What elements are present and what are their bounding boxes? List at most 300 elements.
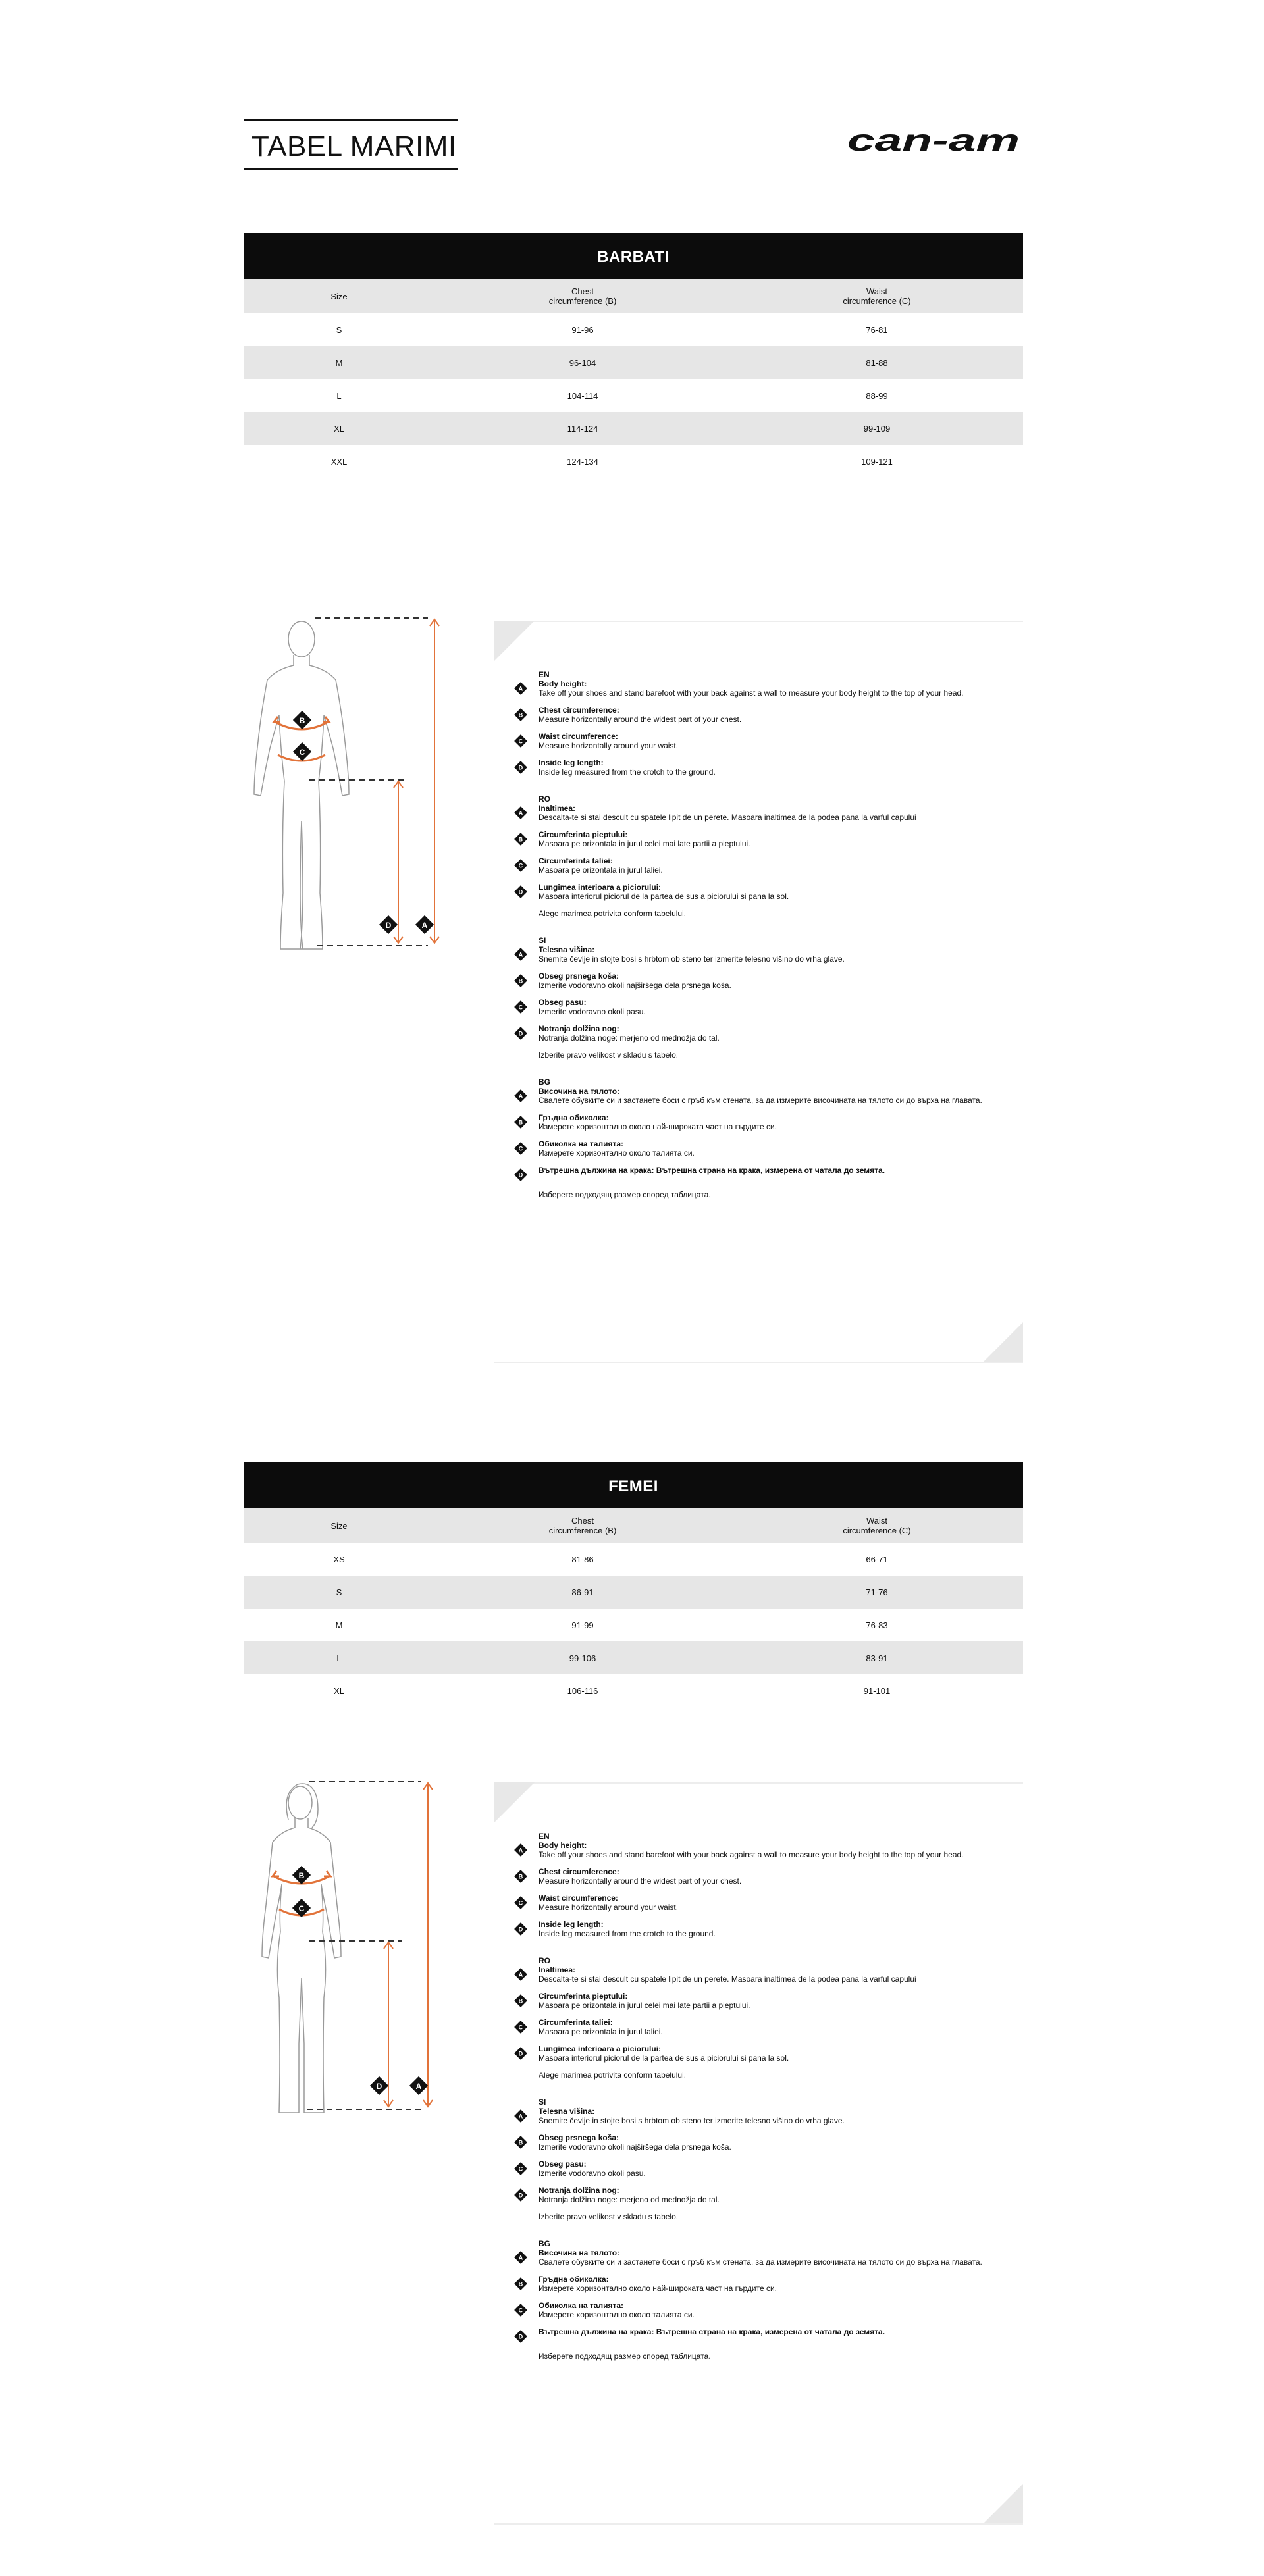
panel-corner-decoration [494,621,535,661]
language-block [514,794,1023,918]
panel-corner-decoration [984,2484,1023,2523]
measure-letter: C [518,1145,523,1152]
measurement-item [514,1893,1023,1912]
measurement-text [539,2327,885,2336]
language-code: RO [539,1956,550,1965]
figure-badge-label: B [299,716,305,725]
measure-letter: C [518,2024,523,2031]
language-code: BG [539,1077,550,1087]
page-title: TABEL MARIMI [251,130,457,163]
table-cell: 104-114 [567,390,598,401]
measure-letter: D [518,2333,523,2340]
figure-badge-b [293,711,311,729]
language-code: SI [539,936,546,945]
table-cell: 91-99 [571,1620,594,1630]
measurement-item [514,1113,1023,1131]
measurement-description: Свалете обувките си и застанете боси с гръб към стената, за да измерите височината на тялото си до върха на главата. [539,1096,982,1105]
measurement-item [514,2186,1023,2204]
table-cell: 96-104 [569,357,596,368]
measurement-title: Гръдна обиколка: [539,1113,609,1122]
measurement-title: Obseg prsnega koša: [539,2133,619,2142]
measurement-description: Свалете обувките си и застанете боси с гръб към стената, за да измерите височината на тялото си до върха на главата. [539,2257,982,2267]
measurement-item [514,1024,1023,1043]
measurement-title: Chest circumference: [539,1867,619,1876]
size-advice-note: Alege marimea potrivita conform tabelului. [539,909,687,918]
measure-letter-icon [514,885,528,899]
table-cell: 81-88 [866,357,888,368]
measurement-text [539,856,663,875]
measure-letter: B [518,1873,523,1880]
table-row [244,412,1023,445]
table-row [244,445,1023,478]
measurement-title: Circumferinta pieptului: [539,830,628,839]
table-cell: 86-91 [571,1587,594,1597]
figure-badge-label: B [298,1871,305,1880]
table-header-cell: Size [330,1520,348,1531]
measurement-item [514,758,1023,777]
table-row [244,1543,1023,1576]
table-cell: 91-101 [863,1686,891,1696]
measure-letter-icon [514,2329,528,2344]
measurement-title: Notranja dolžina nog: [539,1024,619,1033]
measure-letter-icon [514,858,528,873]
measurement-title: Circumferinta taliei: [539,2018,613,2027]
table-cell: 124-134 [567,456,598,467]
measurement-text [539,2186,720,2204]
measurement-description: Masoara pe orizontala in jurul taliei. [539,865,663,875]
measure-letter: A [518,1093,523,1100]
figure-badge-label: D [385,921,392,930]
measurement-title: Waist circumference: [539,1893,618,1903]
table-cell: 83-91 [866,1653,888,1663]
measurement-text [539,2301,695,2319]
panel-corner-decoration [494,1782,535,1823]
measure-letter-icon [514,760,528,775]
measurement-item [514,732,1023,750]
measure-letter-icon [514,2277,528,2291]
men-instructions [514,670,1023,1217]
measurement-title: Вътрешна дължина на крака: Вътрешна страна на крака, измерена от чатала до земята. [539,2327,885,2336]
measure-letter-icon [514,1026,528,1041]
measure-letter-icon [514,1000,528,1014]
measurement-text [539,1113,777,1131]
table-cell: XS [333,1554,345,1564]
measurement-text [539,2018,663,2036]
measurement-description: Izmerite vodoravno okoli najširšega dela prsnega koša. [539,981,731,990]
measure-letter: D [518,889,523,896]
measure-letter-icon [514,734,528,748]
table-cell: L [336,1653,342,1663]
measure-letter: C [518,2165,523,2173]
measure-letter: C [518,2307,523,2314]
measurement-text [539,1139,695,1158]
measure-letter-icon [514,1994,528,2008]
measurement-text [539,2133,731,2151]
men-table-title: BARBATI [244,233,1023,279]
measurement-title: Lungimea interioara a piciorului: [539,883,662,892]
measurement-item [514,804,1023,822]
measurement-item [514,1992,1023,2010]
measurement-text [539,1893,678,1912]
measurement-item [514,2248,1023,2267]
measurement-text [539,945,845,964]
table-cell: L [336,390,342,401]
size-advice-note: Изберете подходящ размер според таблицата. [539,2352,711,2361]
measure-letter: B [518,1997,523,2005]
measurement-text [539,998,646,1016]
measurement-item [514,2107,1023,2125]
table-cell: 71-76 [866,1587,888,1597]
measure-letter-icon [514,2303,528,2317]
measurement-text [539,679,964,698]
women-measurement-diagram [244,1780,454,2136]
figure-badge-d [379,915,398,934]
measurement-description: Measure horizontally around your waist. [539,741,679,750]
measure-letter-icon [514,2135,528,2150]
table-row [244,313,1023,346]
measurement-title: Inside leg length: [539,1920,604,1929]
measurement-title: Body height: [539,1841,587,1850]
table-cell: 109-121 [861,456,893,467]
measure-letter-icon [514,1967,528,1982]
panel-corner-decoration [984,1322,1023,1362]
measurement-title: Chest circumference: [539,706,619,715]
measurement-text [539,1992,750,2010]
page-title-box [244,119,458,170]
measure-letter: B [518,711,523,719]
table-header-row [244,279,1023,313]
figure-badge-c [293,742,311,761]
men-measurement-diagram [244,617,454,972]
measurement-title: Гръдна обиколка: [539,2275,609,2284]
measurement-description: Descalta-te si stai descult cu spatele lipit de un perete. Masoara inaltimea de la podea pana la varful capului [539,1974,916,1984]
measurement-title: Lungimea interioara a piciorului: [539,2044,662,2053]
measurement-text [539,2044,789,2063]
table-header-row [244,1508,1023,1543]
language-code: EN [539,670,550,679]
measurement-item [514,945,1023,964]
table-row [244,1609,1023,1641]
measurement-title: Inaltimea: [539,1965,576,1974]
measurement-description: Masoara interiorul piciorul de la partea de sus a piciorului si pana la sol. [539,892,789,901]
measurement-item [514,2133,1023,2151]
measurement-title: Височина на тялото: [539,2248,620,2257]
measurement-description: Notranja dolžina noge: merjeno od mednožja do tal. [539,2195,720,2204]
measure-letter-icon [514,1869,528,1884]
measurement-description: Izmerite vodoravno okoli pasu. [539,2169,646,2178]
measure-letter-icon [514,1895,528,1910]
figure-badge-b [292,1866,311,1884]
measurement-item [514,971,1023,990]
measurement-text [539,1920,716,1938]
language-block [514,936,1023,1060]
measurement-description: Измерете хоризонтално около талията си. [539,2310,695,2319]
measure-letter: C [518,862,523,869]
measure-letter-icon [514,2020,528,2034]
measure-letter-icon [514,1115,528,1129]
measure-letter: A [518,2254,523,2261]
measure-letter: B [518,2139,523,2146]
size-advice-note: Izberite pravo velikost v skladu s tabelo. [539,1050,679,1060]
measure-letter: B [518,2280,523,2288]
language-code: SI [539,2098,546,2107]
measurement-title: Inaltimea: [539,804,576,813]
language-block [514,670,1023,777]
table-row [244,346,1023,379]
language-block [514,1832,1023,1938]
women-table-title: FEMEI [244,1462,1023,1508]
measurement-title: Circumferinta pieptului: [539,1992,628,2001]
measure-letter: B [518,836,523,843]
measure-letter: A [518,1971,523,1978]
size-advice-note: Izberite pravo velikost v skladu s tabelo. [539,2212,679,2221]
measurement-item [514,679,1023,698]
table-cell: 99-106 [569,1653,596,1663]
measurement-item [514,2044,1023,2063]
panel-bottom-border [494,1362,1023,1363]
figure-badge-label: A [415,2082,422,2091]
language-block [514,1077,1023,1199]
measurement-text [539,1024,720,1043]
measurement-text [539,732,678,750]
measurement-description: Masoara pe orizontala in jurul celei mai late partii a pieptului. [539,839,750,848]
measure-letter: C [518,1899,523,1907]
measurement-description: Inside leg measured from the crotch to the ground. [539,1929,716,1938]
table-row [244,1674,1023,1707]
measurement-item [514,1965,1023,1984]
language-code: EN [539,1832,550,1841]
measurement-title: Височина на тялото: [539,1087,620,1096]
women-table-rows [244,1508,1023,1707]
measurement-item [514,706,1023,724]
table-cell: XL [334,1686,344,1696]
measure-letter: D [518,764,523,771]
measurement-description: Descalta-te si stai descult cu spatele lipit de un perete. Masoara inaltimea de la podea pana la varful capului [539,813,916,822]
measure-letter: A [518,951,523,958]
measurement-text [539,1087,982,1105]
measure-letter: D [518,2192,523,2199]
women-instructions [514,1832,1023,2379]
measurement-text [539,2248,982,2267]
measurement-title: Telesna višina: [539,2107,595,2116]
measurement-text [539,971,731,990]
size-advice-note: Alege marimea potrivita conform tabelului. [539,2071,687,2080]
measurement-text [539,2275,777,2293]
table-cell: 106-116 [567,1686,598,1696]
measurement-title: Обиколка на талията: [539,1139,623,1148]
measure-letter-icon [514,1089,528,1103]
measurement-item [514,1087,1023,1105]
measurement-item [514,883,1023,901]
table-cell: S [336,1587,342,1597]
measurement-item [514,2018,1023,2036]
measure-letter-icon [514,681,528,696]
measurement-title: Вътрешна дължина на крака: Вътрешна страна на крака, измерена от чатала до земята. [539,1166,885,1175]
measure-letter: A [518,810,523,817]
measurement-description: Измерете хоризонтално около талията си. [539,1148,695,1158]
figure-badge-label: D [376,2082,382,2091]
measurement-description: Measure horizontally around the widest part of your chest. [539,1876,742,1886]
figure-badge-label: C [299,748,305,757]
language-code: RO [539,794,550,804]
men-body-figure [244,617,454,972]
measurement-description: Measure horizontally around your waist. [539,1903,679,1912]
measurement-description: Izmerite vodoravno okoli pasu. [539,1007,646,1016]
measurement-item [514,1867,1023,1886]
measure-letter: B [518,977,523,985]
measure-letter: B [518,1119,523,1126]
measure-letter-icon [514,947,528,962]
table-cell: 99-109 [863,423,891,434]
measure-letter: A [518,2113,523,2120]
measurement-text [539,804,916,822]
measure-letter: D [518,1926,523,1933]
measurement-description: Take off your shoes and stand barefoot with your back against a wall to measure your body height to the top of your head. [539,688,964,698]
measure-letter: C [518,738,523,745]
measurement-item [514,2159,1023,2178]
measurement-title: Obseg prsnega koša: [539,971,619,981]
measurement-item [514,1166,1023,1182]
table-header-cell: Size [330,291,348,301]
measure-letter-icon [514,806,528,820]
measurement-description: Measure horizontally around the widest part of your chest. [539,715,742,724]
table-header-cell: Chest circumference (B) [548,1516,617,1535]
size-advice-note: Изберете подходящ размер според таблицата. [539,1190,711,1199]
measurement-text [539,1965,916,1984]
table-row [244,1576,1023,1609]
measure-letter: D [518,2050,523,2057]
measurement-title: Inside leg length: [539,758,604,767]
measurement-description: Masoara interiorul piciorul de la partea de sus a piciorului si pana la sol. [539,2053,789,2063]
measurement-text [539,758,716,777]
figure-badge-label: A [421,921,428,930]
measure-letter: C [518,1004,523,1011]
measurement-description: Masoara pe orizontala in jurul taliei. [539,2027,663,2036]
table-cell: 66-71 [866,1554,888,1564]
language-block [514,1956,1023,2080]
table-cell: 88-99 [866,390,888,401]
measure-letter-icon [514,708,528,722]
measure-letter: D [518,1030,523,1037]
table-row [244,379,1023,412]
measure-letter-icon [514,2046,528,2061]
panel-top-border [494,621,1023,622]
measure-letter: D [518,1172,523,1179]
measurement-title: Obseg pasu: [539,2159,587,2169]
brand-logo-text: can-am [847,129,1020,155]
figure-badge-a [415,915,434,934]
measure-letter-icon [514,2188,528,2202]
measurement-text [539,883,789,901]
measurement-text [539,2159,646,2178]
measurement-item [514,1841,1023,1859]
measurement-text [539,830,750,848]
measurement-text [539,2107,845,2125]
panel-bottom-border [494,2523,1023,2525]
measure-letter-icon [514,832,528,846]
measurement-title: Обиколка на талията: [539,2301,623,2310]
measurement-description: Inside leg measured from the crotch to the ground. [539,767,716,777]
measurement-description: Snemite čevlje in stojte bosi s hrbtom ob steno ter izmerite telesno višino do vrha glave. [539,2116,845,2125]
women-measurement-panel [494,1782,1023,2525]
measurement-title: Telesna višina: [539,945,595,954]
measurement-title: Notranja dolžina nog: [539,2186,619,2195]
measurement-description: Snemite čevlje in stojte bosi s hrbtom ob steno ter izmerite telesno višino do vrha glave. [539,954,845,964]
measurement-description: Измерете хоризонтално около най-широката част на гърдите си. [539,2284,777,2293]
measurement-description: Notranja dolžina noge: merjeno od mednožja do tal. [539,1033,720,1043]
table-cell: XL [334,423,344,434]
table-row [244,1641,1023,1674]
measurement-item [514,1139,1023,1158]
brand-logo [847,129,1023,155]
table-cell: S [336,324,342,335]
measurement-description: Masoara pe orizontala in jurul celei mai late partii a pieptului. [539,2001,750,2010]
figure-badge-d [370,2076,388,2095]
measurement-item [514,2301,1023,2319]
men-size-table [244,233,1023,478]
measure-letter: A [518,685,523,692]
women-body-figure [244,1780,454,2136]
measure-letter: A [518,1847,523,1854]
figure-badge-a [409,2076,428,2095]
measurement-text [539,706,741,724]
language-block [514,2098,1023,2221]
table-header-cell: Waist circumference (C) [843,286,911,306]
measurement-item [514,856,1023,875]
measurement-description: Измерете хоризонтално около най-широката част на гърдите си. [539,1122,777,1131]
measurement-title: Circumferinta taliei: [539,856,613,865]
measurement-title: Body height: [539,679,587,688]
men-table-rows [244,279,1023,478]
measurement-text [539,1867,741,1886]
measurement-text [539,1841,964,1859]
panel-top-border [494,1782,1023,1784]
women-size-table [244,1462,1023,1707]
measurement-item [514,1920,1023,1938]
table-cell: 114-124 [567,423,598,434]
table-cell: 76-81 [866,324,888,335]
measurement-text [539,1166,885,1175]
measure-letter-icon [514,2109,528,2123]
measure-letter-icon [514,1141,528,1156]
table-cell: 81-86 [571,1554,594,1564]
table-cell: M [335,1620,343,1630]
table-cell: 76-83 [866,1620,888,1630]
measurement-title: Waist circumference: [539,732,618,741]
measurement-item [514,2275,1023,2293]
table-header-cell: Waist circumference (C) [843,1516,911,1535]
language-code: BG [539,2239,550,2248]
measurement-item [514,998,1023,1016]
measure-letter-icon [514,1168,528,1182]
measure-letter-icon [514,973,528,988]
measurement-description: Take off your shoes and stand barefoot with your back against a wall to measure your body height to the top of your head. [539,1850,964,1859]
table-header-cell: Chest circumference (B) [548,286,617,306]
measurement-title: Obseg pasu: [539,998,587,1007]
table-cell: XXL [330,456,348,467]
measurement-item [514,2327,1023,2344]
measure-letter-icon [514,2161,528,2176]
men-measurement-panel [494,621,1023,1363]
table-cell: 91-96 [571,324,594,335]
figure-badge-label: C [298,1904,305,1913]
measurement-item [514,830,1023,848]
measure-letter-icon [514,1843,528,1857]
measurement-description: Izmerite vodoravno okoli najširšega dela prsnega koša. [539,2142,731,2151]
table-cell: M [335,357,343,368]
measure-letter-icon [514,1922,528,1936]
measure-letter-icon [514,2250,528,2265]
